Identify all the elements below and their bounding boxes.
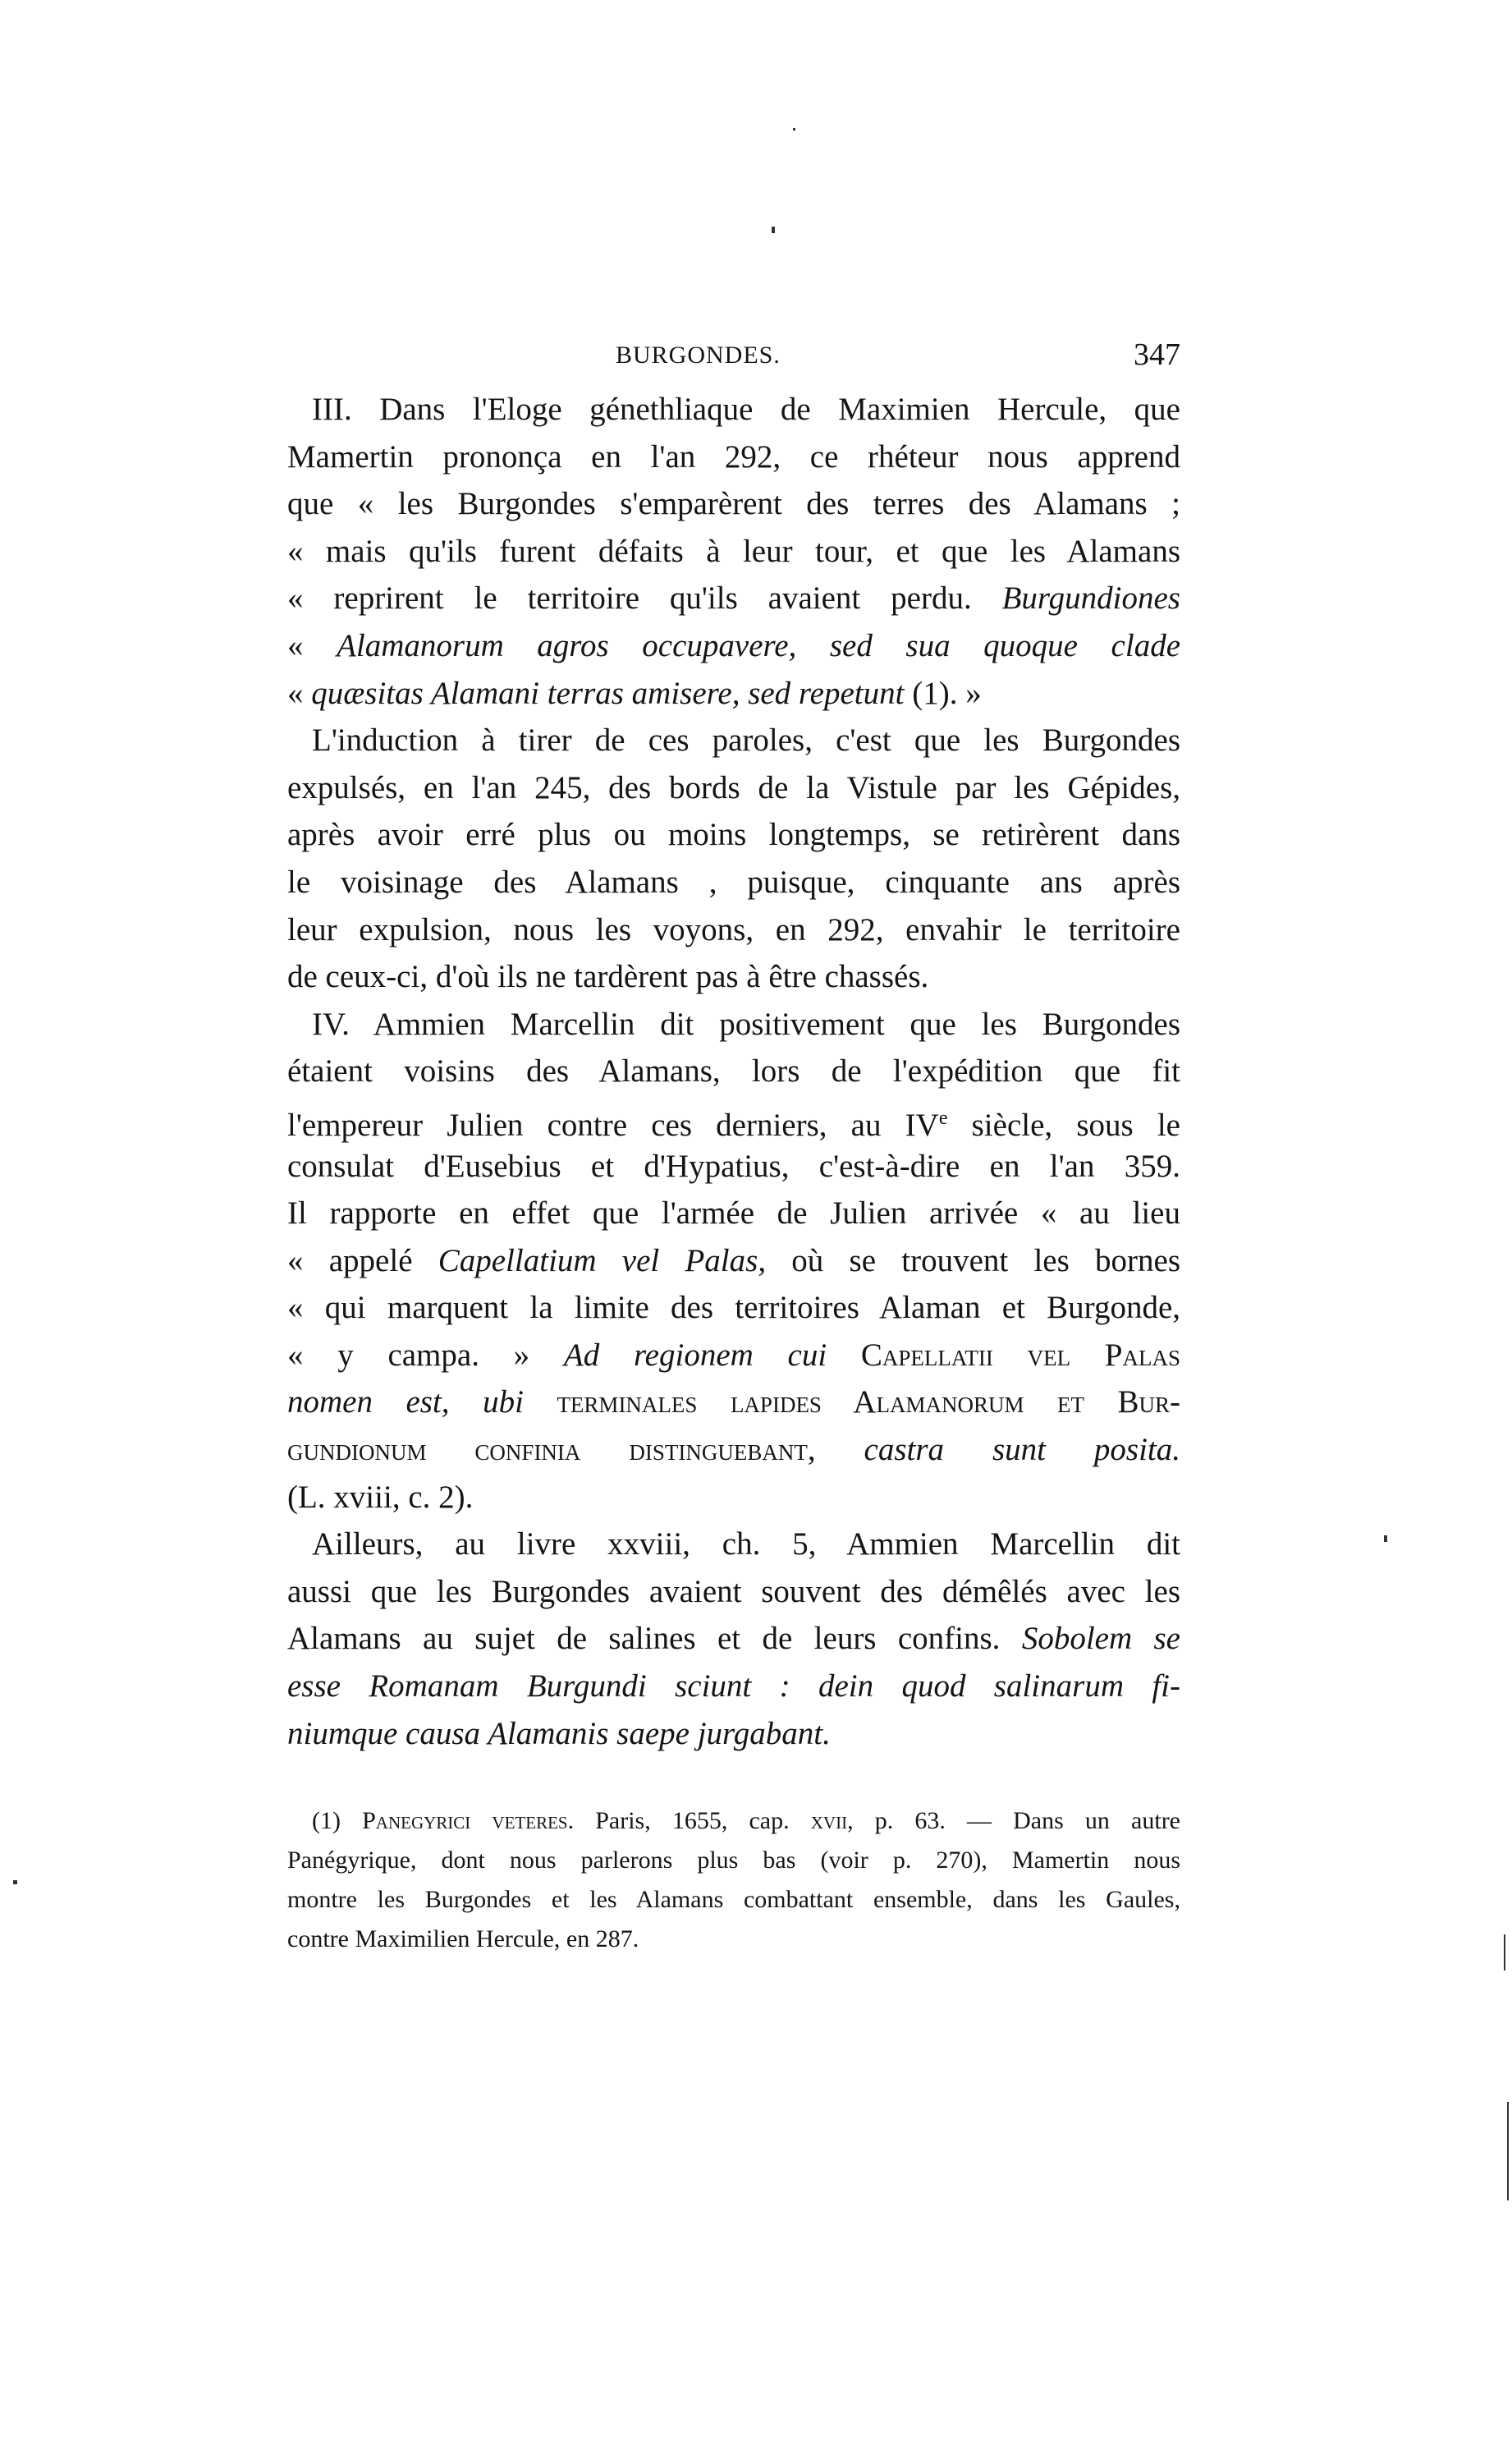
latin-smallcaps: Capellatii vel Palas <box>860 1337 1180 1373</box>
latin-quote: Burgundiones <box>1001 580 1180 617</box>
text-line <box>287 1379 1180 1426</box>
text-line: que « les Burgondes s'emparèrent des terres des Alamans ; <box>287 486 1180 522</box>
running-title: BURGONDES. <box>616 342 781 369</box>
text-line: « reprirent le territoire qu'ils avaient perdu. Burgundiones <box>287 580 1180 617</box>
superscript: e <box>938 1107 948 1129</box>
text-line: après avoir erré plus ou moins longtemps, se retirèrent dans <box>287 817 1180 853</box>
ink-speck <box>793 128 795 131</box>
footnote-line: montre les Burgondes et les Alamans combattant ensemble, dans les Gaules, <box>287 1886 1180 1913</box>
text-line <box>287 1426 1180 1474</box>
text-line: aussi que les Burgondes avaient souvent des démêlés avec les <box>287 1573 1180 1609</box>
page-number: 347 <box>1134 337 1180 372</box>
text-line: leur expulsion, nous les voyons, en 292, envahir le territoire <box>287 911 1180 947</box>
latin-quote: esse Romanam Burgundi sciunt : dein quod salinarum fi- <box>287 1668 1180 1704</box>
latin-quote: Ad regionem cui <box>563 1337 861 1373</box>
text-line: L'induction à tirer de ces paroles, c'est que les Burgondes <box>312 723 1180 759</box>
text-line: consulat d'Eusebius et d'Hypatius, c'est-à-dire en l'an 359. <box>287 1148 1180 1184</box>
text-line: « appelé Capellatium vel Palas, où se trouvent les bornes <box>287 1242 1180 1278</box>
text-line: « mais qu'ils furent défaits à leur tour, et que les Alamans <box>287 533 1180 569</box>
footnote <box>287 1801 1180 1959</box>
text-line: « quæsitas Alamani terras amisere, sed repetunt (1). » <box>287 675 982 711</box>
footnote-line: contre Maximilien Hercule, en 287. <box>287 1925 639 1952</box>
text-line: le voisinage des Alamans , puisque, cinquante ans après <box>287 864 1180 900</box>
text-line: IV. Ammien Marcellin dit positivement que les Burgondes <box>312 1006 1180 1042</box>
ink-speck <box>13 1880 17 1884</box>
ink-speck <box>1504 1934 1505 1971</box>
body-text <box>287 386 1180 1757</box>
text-line: étaient voisins des Alamans, lors de l'expédition que fit <box>287 1053 1180 1090</box>
footnote-ref: (1). » <box>904 675 982 711</box>
text-line: Mamertin prononça en l'an 292, ce rhéteur nous apprend <box>287 438 1180 475</box>
latin-place: Capellatium vel Palas, <box>438 1242 767 1278</box>
latin-quote: Sobolem se <box>1021 1621 1180 1657</box>
running-head <box>287 337 1180 378</box>
text-line: l'empereur Julien contre ces derniers, au IVe siècle, sous le <box>287 1107 1180 1143</box>
footnote-line: Panégyrique, dont nous parlerons plus bas (voir p. 270), Mamertin nous <box>287 1847 1180 1874</box>
source-title: Panegyrici veteres <box>362 1807 568 1834</box>
latin-quote: niumque causa Alamanis saepe jurgabant. <box>287 1715 831 1751</box>
text-line: Ailleurs, au livre xxviii, ch. 5, Ammien Marcellin dit <box>312 1526 1180 1562</box>
latin-smallcaps: gundionum confinia distinguebant, <box>287 1432 816 1468</box>
text-line <box>287 1663 1180 1710</box>
ink-speck <box>772 227 775 233</box>
footnote-line: (1) Panegyrici veteres. Paris, 1655, cap. xvii, p. 63. — Dans un autre <box>312 1807 1180 1834</box>
ink-speck <box>1384 1535 1387 1542</box>
text-line: Il rapporte en effet que l'armée de Julien arrivée « au lieu <box>287 1195 1180 1232</box>
latin-quote: Alamanorum agros occupavere, sed sua quoque clade <box>337 627 1180 663</box>
text-line: de ceux-ci, d'où ils ne tardèrent pas à être chassés. <box>287 959 929 995</box>
text-line: « qui marquent la limite des territoires Alaman et Burgonde, <box>287 1290 1180 1326</box>
text-line: III. Dans l'Eloge génethliaque de Maximien Hercule, que <box>312 392 1180 427</box>
latin-quote: castra sunt posita. <box>815 1432 1180 1468</box>
text-line: « y campa. » Ad regionem cui Capellatii vel Palas <box>287 1337 1180 1373</box>
latin-quote: nomen est, ubi <box>287 1384 557 1420</box>
text-line: « Alamanorum agros occupavere, sed sua quoque clade <box>287 627 1180 663</box>
citation: (L. xviii, c. 2). <box>287 1479 474 1515</box>
latin-smallcaps: terminales lapides Alamanorum et Bur- <box>557 1384 1181 1420</box>
ink-speck <box>1507 2102 1509 2200</box>
text-line <box>287 1710 1180 1758</box>
text-line <box>287 1474 1180 1521</box>
text-line: Alamans au sujet de salines et de leurs confins. Sobolem se <box>287 1621 1180 1657</box>
text-line: expulsés, en l'an 245, des bords de la Vistule par les Gépides, <box>287 769 1180 805</box>
latin-quote: quæsitas Alamani terras amisere, sed repetunt <box>311 675 905 711</box>
